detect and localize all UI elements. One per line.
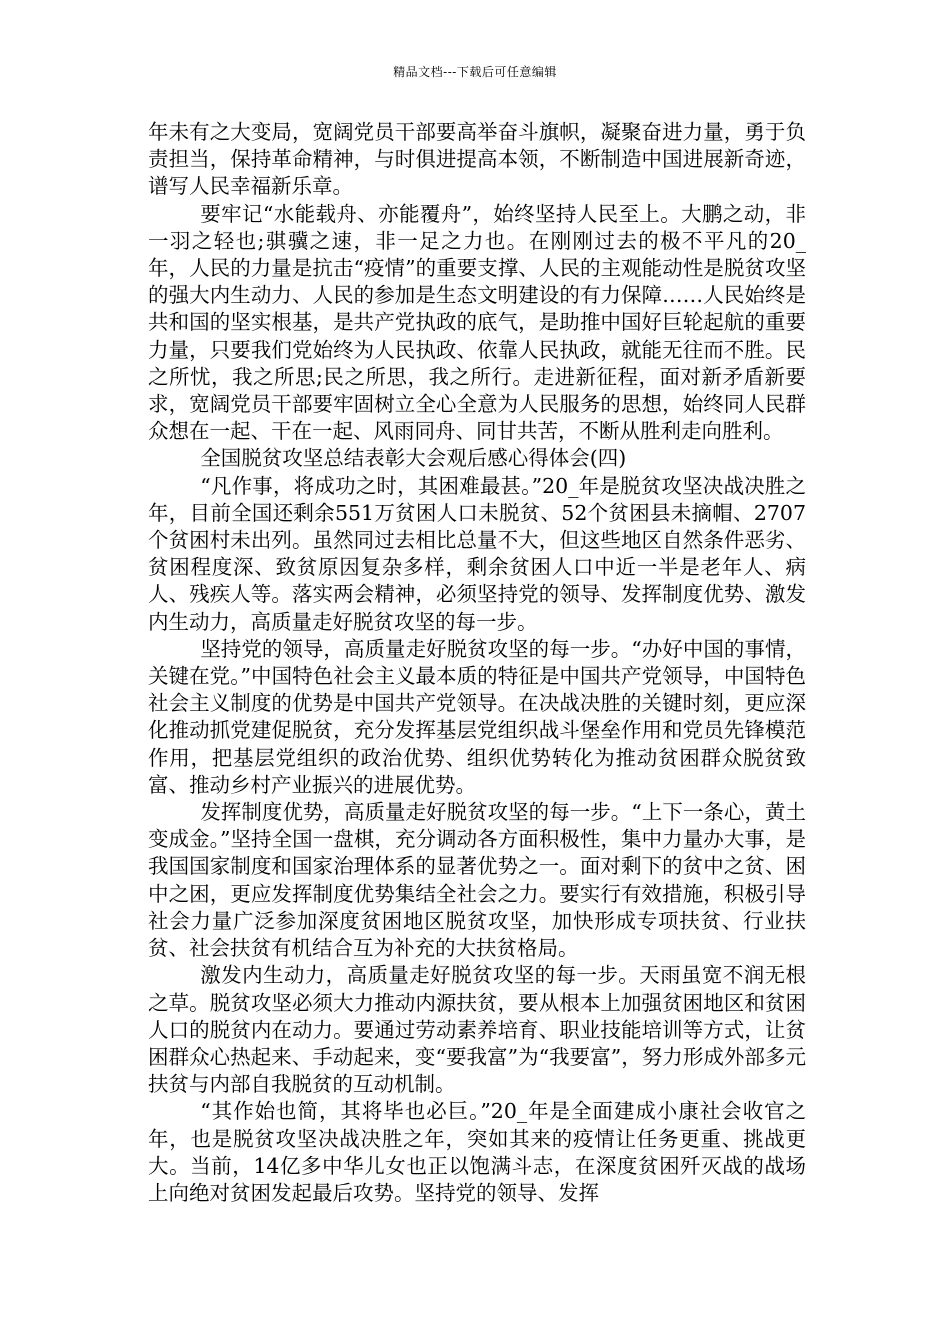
paragraph: 发挥制度优势，高质量走好脱贫攻坚的每一步。“上下一条心，黄土变成金。”坚持全国一盘棋，充分调动各方面积极性，集中力量办大事，是我国国家制度和国家治理体系的显著优势之一。面对剩下的贫中之贫、困中之困，更应发挥制度优势集结全社会之力。要实行有效措施，积极引导社会力量广泛参加深度贫困地区脱贫攻坚，加快形成专项扶贫、行业扶贫、社会扶贫有机结合互为补充的大扶贫格局。: [148, 800, 806, 961]
paragraph: “其作始也简，其将毕也必巨。”20_年是全面建成小康社会收官之年，也是脱贫攻坚决战决胜之年，突如其来的疫情让任务更重、挑战更大。当前，14亿多中华儿女也正以饱满斗志，在深度贫困歼灭战的战场上向绝对贫困发起最后攻势。坚持党的领导、发挥: [148, 1099, 806, 1205]
paragraph: 要牢记“水能载舟、亦能覆舟”，始终坚持人民至上。大鹏之动，非一羽之轻也;骐骥之速，非一足之力也。在刚刚过去的极不平凡的20_年，人民的力量是抗击“疫情”的重要支撑、人民的主观能动性是脱贫攻坚的强大内生动力、人民的参加是生态文明建设的有力保障……人民始终是共和国的坚实根基，是共产党执政的底气，是助推中国好巨轮起航的重要力量，只要我们党始终为人民执政、依靠人民执政，就能无往而不胜。民之所忧，我之所思;民之所思，我之所行。走进新征程，面对新矛盾新要求，宽阔党员干部要牢固树立全心全意为人民服务的思想，始终同人民群众想在一起、干在一起、风雨同舟、同甘共苦，不断从胜利走向胜利。: [148, 201, 806, 444]
paragraph-continuation: 年未有之大变局，宽阔党员干部要高举奋斗旗帜，凝聚奋进力量，勇于负责担当，保持革命精神，与时俱进提高本领，不断制造中国进展新奇迹，谱写人民幸福新乐章。: [148, 120, 806, 199]
paragraph: “凡作事，将成功之时，其困难最甚。”20_年是脱贫攻坚决战决胜之年，目前全国还剩余551万贫困人口未脱贫、52个贫困县未摘帽、2707个贫困村未出列。虽然同过去相比总量不大，但这些地区自然条件恶劣、贫困程度深、致贫原因复杂多样，剩余贫困人口中近一半是老年人、病人、残疾人等。落实两会精神，必须坚持党的领导、发挥制度优势、激发内生动力，高质量走好脱贫攻坚的每一步。: [148, 473, 806, 634]
page-header: 精品文档---下载后可任意编辑: [393, 65, 557, 79]
paragraph: 激发内生动力，高质量走好脱贫攻坚的每一步。天雨虽宽不润无根之草。脱贫攻坚必须大力推动内源扶贫，要从根本上加强贫困地区和贫困人口的脱贫内在动力。要通过劳动素养培育、职业技能培训等方式，让贫困群众心热起来、手动起来，变“要我富”为“我要富”，努力形成外部多元扶贫与内部自我脱贫的互动机制。: [148, 963, 806, 1097]
document-body: [148, 119, 806, 1207]
paragraph: 坚持党的领导，高质量走好脱贫攻坚的每一步。“办好中国的事情，关键在党。”中国特色社会主义最本质的特征是中国共产党领导，中国特色社会主义制度的优势是中国共产党领导。在决战决胜的关键时刻，更应深化推动抓党建促脱贫，充分发挥基层党组织战斗堡垒作用和党员先锋模范作用，把基层党组织的政治优势、组织优势转化为推动贫困群众脱贫致富、推动乡村产业振兴的进展优势。: [148, 636, 806, 797]
section-title: 全国脱贫攻坚总结表彰大会观后感心得体会(四): [200, 446, 627, 471]
